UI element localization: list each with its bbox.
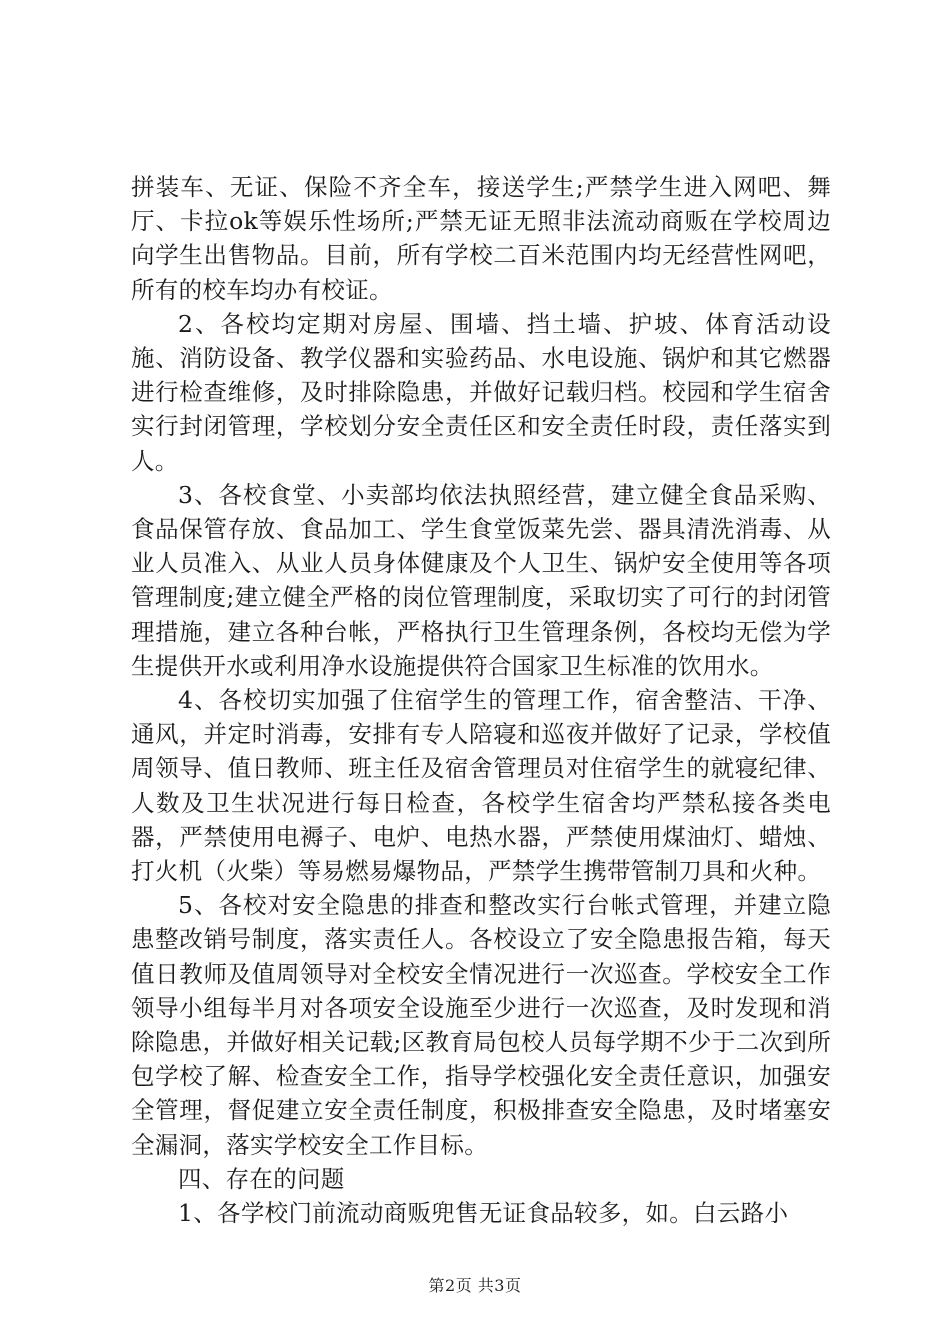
paragraph-item-2: 2、各校均定期对房屋、围墙、挡土墙、护坡、体育活动设施、消防设备、教学仪器和实验药品、水电设施、锅炉和其它燃器进行检查维修，及时排除隐患，并做好记载归档。校园和学生宿舍实行封闭管理，学校划分安全责任区和安全责任时段，责任落实到人。 xyxy=(131,309,831,475)
paragraph-problem-1: 1、各学校门前流动商贩兜售无证食品较多，如。白云路小 xyxy=(178,1199,789,1228)
paragraph-continuation: 拼装车、无证、保险不齐全车，接送学生;严禁学生进入网吧、舞厅、卡拉ok等娱乐性场所;严禁无证无照非法流动商贩在学校周边向学生出售物品。目前，所有学校二百米范围内均无经营性网吧，所有的校车均办有校证。 xyxy=(131,173,831,304)
paragraph-item-5: 5、各校对安全隐患的排查和整改实行台帐式管理，并建立隐患整改销号制度，落实责任人。各校设立了安全隐患报告箱，每天值日教师及值周领导对全校安全情况进行一次巡查。学校安全工作领导小组每半月对各项安全设施至少进行一次巡查，及时发现和消除隐患，并做好相关记载;区教育局包校人员每学期不少于二次到所包学校了解、检查安全工作，指导学校强化安全责任意识，加强安全管理，督促建立安全责任制度，积极排查安全隐患，及时堵塞安全漏洞，落实学校安全工作目标。 xyxy=(131,891,831,1159)
paragraph-item-3: 3、各校食堂、小卖部均依法执照经营，建立健全食品采购、食品保管存放、食品加工、学生食堂饭菜先尝、器具清洗消毒、从业人员准入、从业人员身体健康及个人卫生、锅炉安全使用等各项管理制度;建立健全严格的岗位管理制度，采取切实了可行的封闭管理措施，建立各种台帐，严格执行卫生管理条例，各校均无偿为学生提供开水或利用净水设施提供符合国家卫生标准的饮用水。 xyxy=(131,480,831,680)
paragraph-item-4: 4、各校切实加强了住宿学生的管理工作，宿舍整洁、干净、通风，并定时消毒，安排有专人陪寝和巡夜并做好了记录，学校值周领导、值日教师、班主任及宿舍管理员对住宿学生的就寝纪律、人数及卫生状况进行每日检查，各校学生宿舍均严禁私接各类电器，严禁使用电褥子、电炉、电热水器，严禁使用煤油灯、蜡烛、打火机（火柴）等易燃易爆物品，严禁学生携带管制刀具和火种。 xyxy=(131,686,831,886)
section-heading-problems: 四、存在的问题 xyxy=(178,1164,345,1193)
document-body xyxy=(131,170,831,1230)
page-number-footer: 第2页 共3页 xyxy=(428,1276,522,1295)
